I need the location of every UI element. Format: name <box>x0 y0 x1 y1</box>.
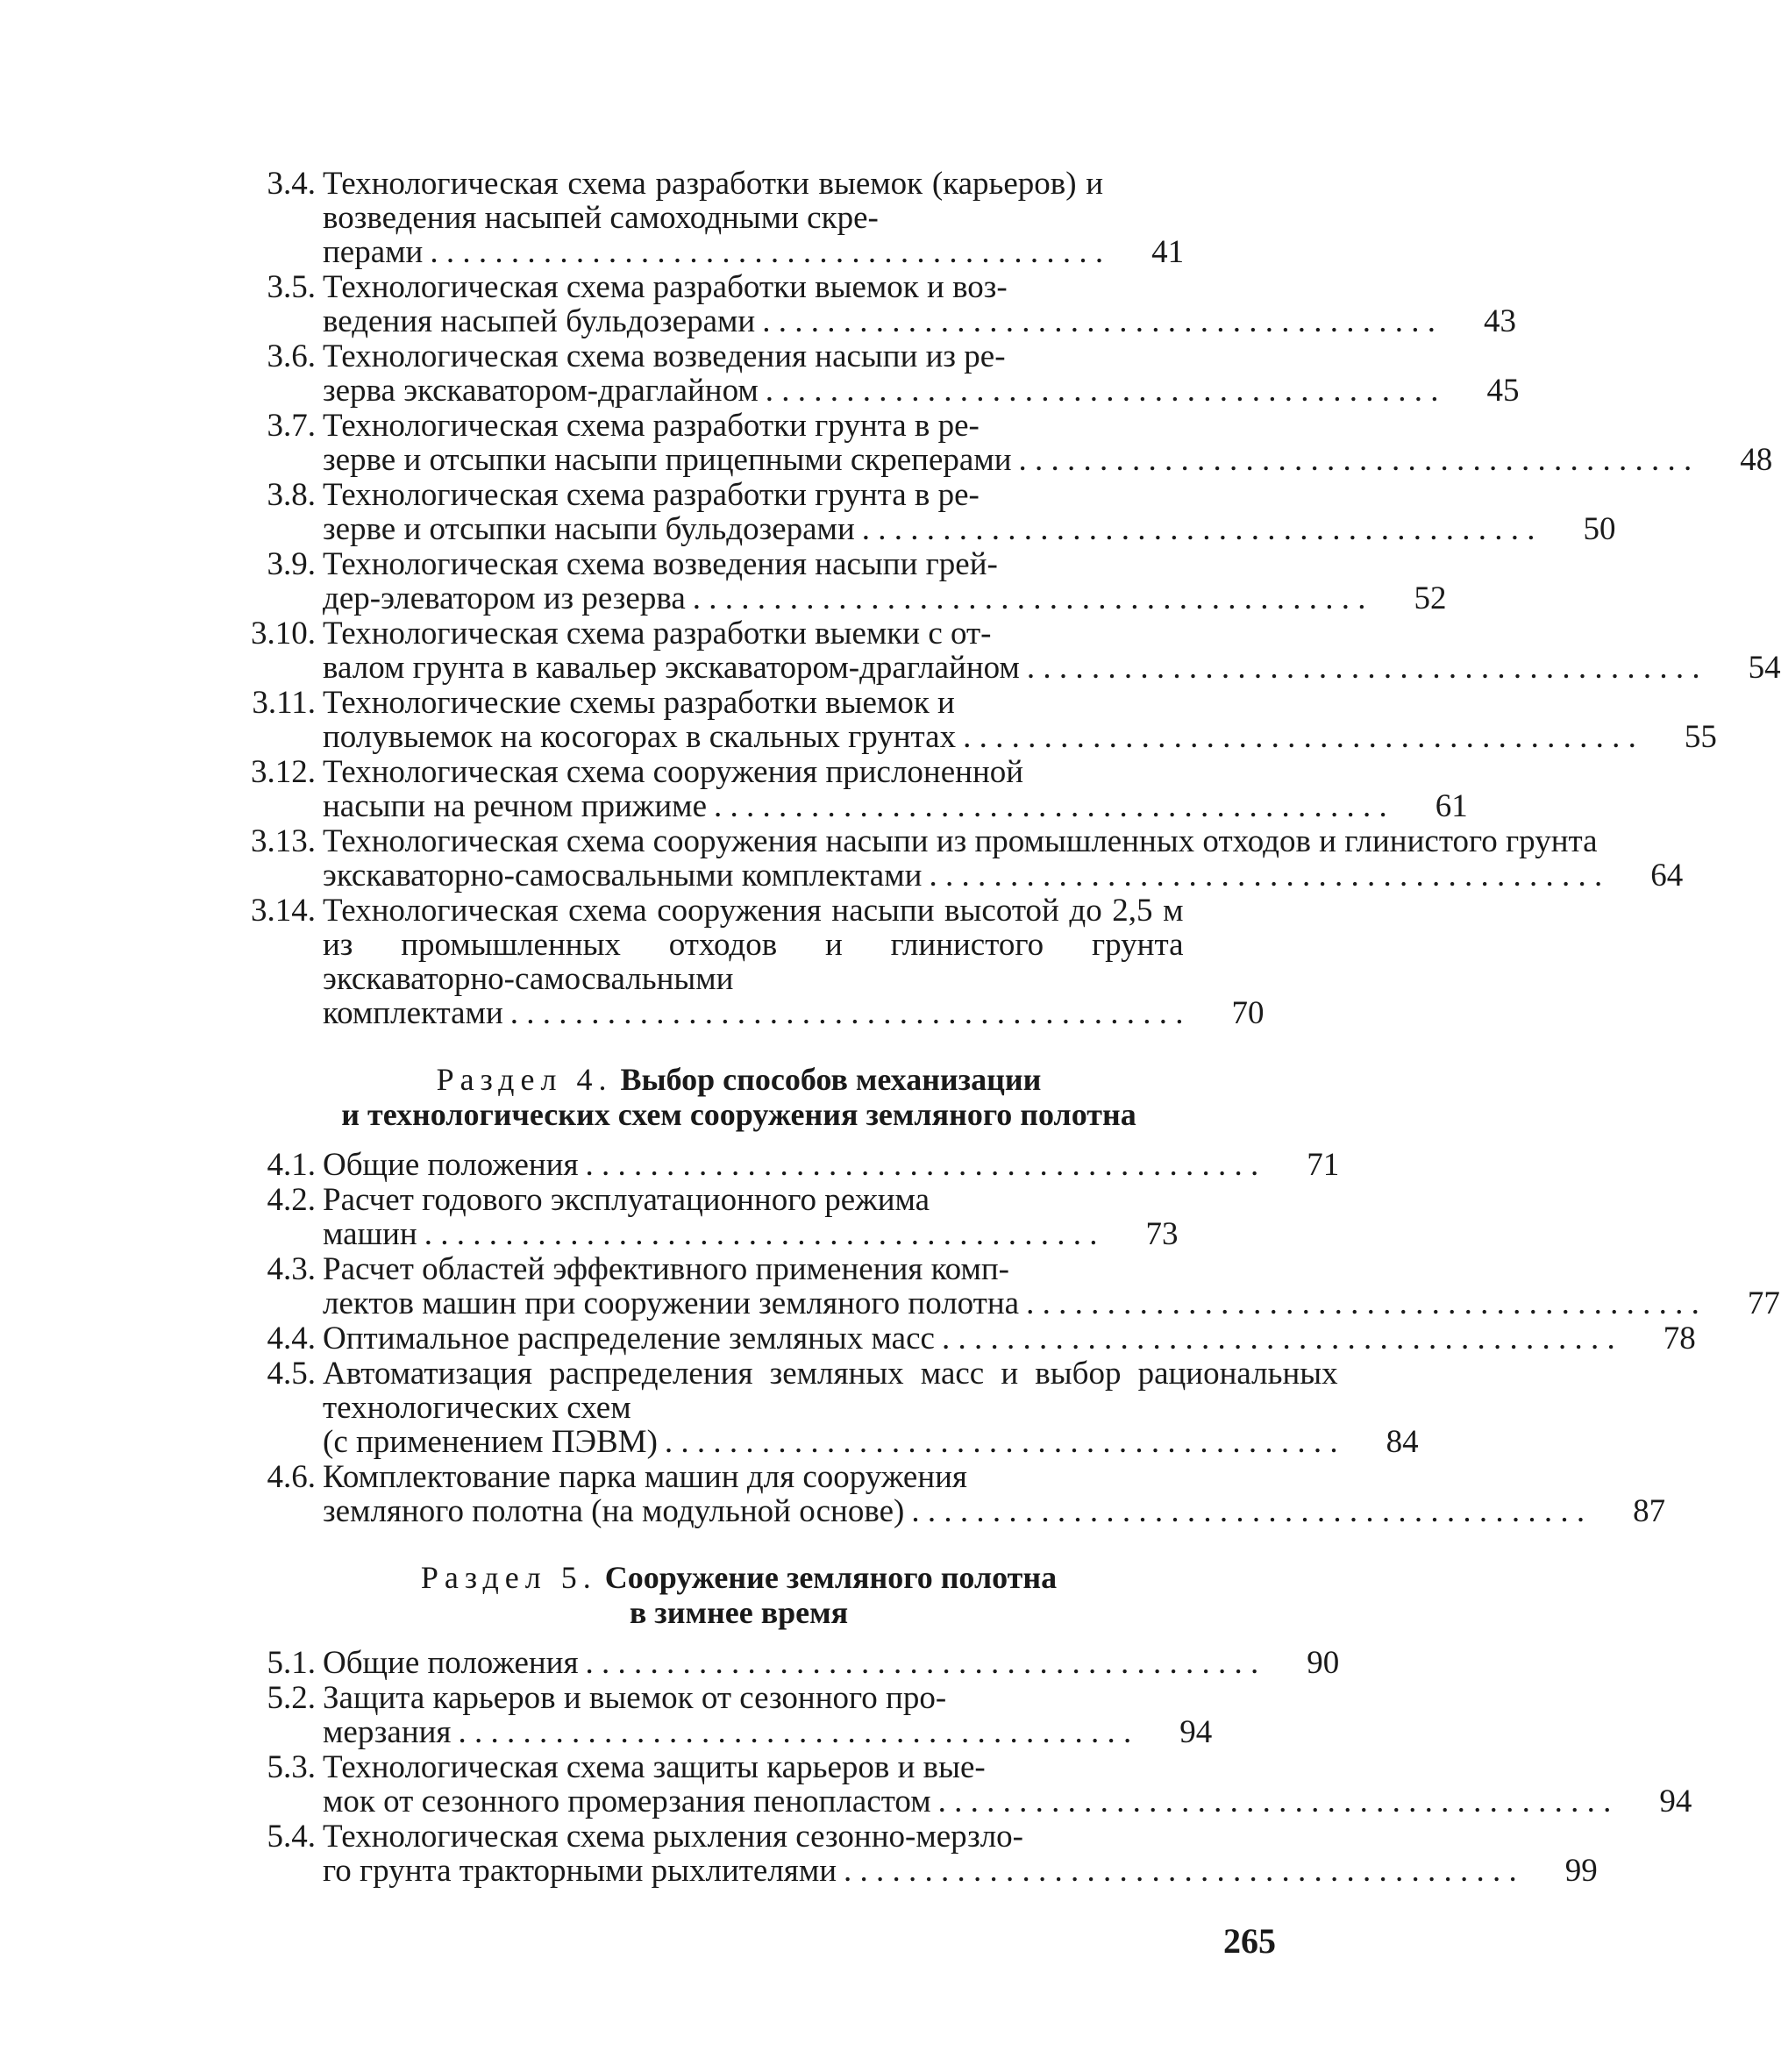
toc-entry-title <box>323 1750 1611 1819</box>
toc-entry-page-number: 55 <box>1684 719 1717 755</box>
toc-entry-number: 4.2. <box>267 1182 316 1218</box>
dot-leader: . . . . . . . . . . . . . . . . . . . . . . . . . . . . . . . . . . . . . . . . . . <box>765 373 1439 409</box>
toc-entry-title <box>323 1646 1258 1680</box>
toc-entry-number: 4.4. <box>267 1321 316 1356</box>
toc-entry-page-number: 73 <box>1145 1216 1179 1252</box>
toc-entry <box>250 685 1717 755</box>
toc-entry-page-number: 45 <box>1486 373 1520 409</box>
dot-leader: . . . . . . . . . . . . . . . . . . . . . . . . . . . . . . . . . . . . . . . . . . <box>861 511 1535 547</box>
toc-entry <box>250 477 1616 547</box>
toc-entry-title-lead: Технологическая схема сооружения насыпи высотой до 2,5 м из промышленных отходов и глинистого грунта экскаваторно-самосвальными <box>323 893 1184 997</box>
toc-entry-title <box>323 1681 1131 1749</box>
toc-entry-title-lead: Автоматизация распределения земляных масс и выбор рациональных технологических схем <box>323 1356 1338 1426</box>
toc-entry-title-end: насыпи на речном прижиме <box>323 788 708 824</box>
toc-entry <box>250 269 1516 339</box>
page-number: 265 <box>1223 1921 1276 1961</box>
toc-entry-title <box>323 1183 1097 1251</box>
dot-leader: . . . . . . . . . . . . . . . . . . . . . . . . . . . . . . . . . . . . . . . . . . <box>585 1645 1259 1681</box>
toc-entry-title-end: зерва экскаватором-драглайном <box>323 373 759 409</box>
toc-entry <box>250 338 1520 409</box>
toc-entry-page-number: 94 <box>1659 1784 1692 1819</box>
dot-leader: . . . . . . . . . . . . . . . . . . . . . . . . . . . . . . . . . . . . . . . . . . <box>585 1147 1259 1183</box>
toc-entry-page-number: 50 <box>1583 511 1616 547</box>
toc-entry-number: 3.4. <box>267 166 316 202</box>
toc-entry-title-end: Общие положения <box>323 1147 579 1183</box>
toc-entry-number: 4.6. <box>267 1459 316 1495</box>
toc-entry-title <box>323 270 1435 338</box>
section-4-label: Раздел 4. <box>436 1062 613 1097</box>
toc-entry <box>250 408 1773 478</box>
toc-entry <box>250 1356 1419 1460</box>
toc-entry-title-last-line <box>323 1715 1131 1749</box>
toc-group-section-5 <box>250 1645 1692 1889</box>
dot-leader: . . . . . . . . . . . . . . . . . . . . . . . . . . . . . . . . . . . . . . . . . . <box>424 1216 1098 1252</box>
toc-entry-number: 3.10. <box>251 616 316 652</box>
dot-leader: . . . . . . . . . . . . . . . . . . . . . . . . . . . . . . . . . . . . . . . . . . <box>430 234 1104 270</box>
toc-entry-title <box>323 1252 1699 1321</box>
toc-entry-title-last-line <box>323 720 1636 754</box>
toc-entry-title-lead: Технологическая схема разработки выемок (карьеров) и возведения насыпей самоходными скре- <box>323 166 1104 236</box>
toc-entry-title <box>323 686 1636 754</box>
toc-entry-page-number: 99 <box>1564 1853 1598 1889</box>
toc-entry-page-number: 41 <box>1151 234 1185 270</box>
toc-entry-title <box>323 167 1103 269</box>
toc-entry-page-number: 71 <box>1307 1147 1340 1183</box>
toc-entry <box>250 1321 1696 1356</box>
section-5-title-line1: Сооружение земляного полотна <box>604 1560 1058 1595</box>
toc-entry-title-last-line <box>323 1321 1615 1356</box>
toc-entry-number: 3.9. <box>267 546 316 582</box>
toc-entry-page-number: 77 <box>1747 1285 1780 1321</box>
toc-entry-title-last-line <box>323 235 1103 269</box>
toc-entry-title-last-line <box>323 789 1387 823</box>
toc-entry-title-end: мерзания <box>323 1714 452 1750</box>
toc-entry-title-lead: Технологическая схема защиты карьеров и вые- <box>323 1749 986 1785</box>
toc-entry-title-end: зерве и отсыпки насыпи прицепными скреперами <box>323 442 1012 478</box>
toc-entry-number: 3.8. <box>267 477 316 513</box>
toc-entry-title-end: перами <box>323 234 424 270</box>
toc-entry-page-number: 90 <box>1307 1645 1340 1681</box>
toc-entry-title-end: (с применением ПЭВМ) <box>323 1424 658 1460</box>
dot-leader: . . . . . . . . . . . . . . . . . . . . . . . . . . . . . . . . . . . . . . . . . . <box>1026 650 1700 686</box>
toc-entry-number: 3.13. <box>251 823 316 859</box>
toc-entry-title-lead: Расчет годового эксплуатационного режима <box>323 1182 930 1218</box>
toc-entry-title-lead: Комплектование парка машин для сооружения <box>323 1459 967 1495</box>
dot-leader: . . . . . . . . . . . . . . . . . . . . . . . . . . . . . . . . . . . . . . . . . . <box>844 1853 1517 1889</box>
dot-leader: . . . . . . . . . . . . . . . . . . . . . . . . . . . . . . . . . . . . . . . . . . <box>762 303 1435 339</box>
toc-entry-title <box>323 616 1700 685</box>
toc-entry-title-end: мок от сезонного промерзания пенопластом <box>323 1784 931 1819</box>
table-of-contents <box>250 166 1781 1889</box>
toc-entry-title-last-line <box>323 1854 1517 1888</box>
toc-entry-title-end: земляного полотна (на модульной основе) <box>323 1493 905 1529</box>
toc-entry-title-end: полувыемок на косогорах в скальных грунтах <box>323 719 957 755</box>
toc-entry <box>250 893 1265 1031</box>
toc-entry-number: 4.1. <box>267 1147 316 1183</box>
toc-entry-page-number: 70 <box>1231 995 1265 1031</box>
toc-entry <box>250 1645 1340 1681</box>
toc-entry-title <box>323 339 1439 408</box>
dot-leader: . . . . . . . . . . . . . . . . . . . . . . . . . . . . . . . . . . . . . . . . . . <box>1026 1285 1699 1321</box>
toc-entry-title <box>323 1148 1258 1182</box>
section-heading-5-line1 <box>303 1560 1175 1595</box>
section-heading-4-line1 <box>303 1062 1175 1097</box>
dot-leader: . . . . . . . . . . . . . . . . . . . . . . . . . . . . . . . . . . . . . . . . . . <box>963 719 1636 755</box>
section-5-label: Раздел 5. <box>420 1560 597 1595</box>
toc-entry-title-lead: Технологическая схема сооружения насыпи из промышленных отходов и глинистого грунта <box>323 823 1598 859</box>
toc-group-section-3 <box>250 166 1781 1031</box>
dot-leader: . . . . . . . . . . . . . . . . . . . . . . . . . . . . . . . . . . . . . . . . . . <box>692 580 1366 616</box>
toc-entry-page-number: 84 <box>1386 1424 1419 1460</box>
toc-entry-number: 3.5. <box>267 269 316 305</box>
toc-entry-title-last-line <box>323 443 1692 477</box>
toc-entry-page-number: 94 <box>1179 1714 1213 1750</box>
toc-entry-title-end: дер-элеватором из резерва <box>323 580 686 616</box>
toc-entry-number: 4.5. <box>267 1356 316 1392</box>
toc-entry <box>250 823 1684 894</box>
toc-entry-title-lead: Технологическая схема рыхления сезонно-мерзло- <box>323 1819 1024 1855</box>
toc-entry-title-lead: Технологическая схема возведения насыпи из ре- <box>323 338 1006 374</box>
toc-entry-title-last-line <box>323 1217 1097 1251</box>
toc-entry-title <box>323 547 1366 616</box>
dot-leader: . . . . . . . . . . . . . . . . . . . . . . . . . . . . . . . . . . . . . . . . . . <box>509 995 1184 1031</box>
toc-entry-title <box>323 478 1535 546</box>
toc-entry-title-lead: Технологические схемы разработки выемок и <box>323 685 955 721</box>
toc-entry-title-lead: Защита карьеров и выемок от сезонного про- <box>323 1680 947 1716</box>
dot-leader: . . . . . . . . . . . . . . . . . . . . . . . . . . . . . . . . . . . . . . . . . . <box>458 1714 1132 1750</box>
toc-entry-title-last-line <box>323 304 1435 338</box>
toc-entry <box>250 1680 1213 1750</box>
toc-entry-title-last-line <box>323 512 1535 546</box>
toc-entry-title-end: Общие положения <box>323 1645 579 1681</box>
toc-entry <box>250 754 1468 824</box>
toc-entry <box>250 546 1447 616</box>
toc-entry-number: 5.4. <box>267 1819 316 1855</box>
section-4-title-line2: и технологических схем сооружения земляного полотна <box>341 1097 1136 1132</box>
toc-entry-title <box>323 1356 1338 1459</box>
toc-entry-page-number: 87 <box>1633 1493 1666 1529</box>
toc-entry-title-end: машин <box>323 1216 417 1252</box>
toc-entry-number: 5.3. <box>267 1749 316 1785</box>
section-heading-4 <box>250 1062 1175 1132</box>
toc-entry-page-number: 54 <box>1748 650 1781 686</box>
section-4-title-line1: Выбор способов механизации <box>620 1062 1042 1097</box>
toc-entry-title-last-line <box>323 1148 1258 1182</box>
toc-entry-title <box>323 755 1387 823</box>
toc-entry-number: 3.12. <box>251 754 316 790</box>
toc-entry-title-lead: Технологическая схема возведения насыпи грей- <box>323 546 998 582</box>
toc-entry-title-lead: Технологическая схема разработки грунта в ре- <box>323 477 980 513</box>
toc-entry-title-end: лектов машин при сооружении земляного полотна <box>323 1285 1020 1321</box>
toc-entry-title-lead: Технологическая схема разработки грунта в ре- <box>323 408 980 444</box>
toc-entry <box>250 1147 1340 1183</box>
toc-entry-title <box>323 409 1692 477</box>
toc-entry-page-number: 61 <box>1435 788 1468 824</box>
toc-entry-title-last-line <box>323 581 1366 616</box>
section-5-title-line2: в зимнее время <box>629 1595 849 1630</box>
toc-entry-title <box>323 1819 1517 1888</box>
dot-leader: . . . . . . . . . . . . . . . . . . . . . . . . . . . . . . . . . . . . . . . . . . <box>937 1784 1612 1819</box>
toc-entry <box>250 1459 1666 1529</box>
toc-entry-title-lead: Технологическая схема сооружения прислоненной <box>323 754 1024 790</box>
dot-leader: . . . . . . . . . . . . . . . . . . . . . . . . . . . . . . . . . . . . . . . . . . <box>911 1493 1585 1529</box>
toc-entry-title-end: экскаваторно-самосвальными комплектами <box>323 858 923 894</box>
toc-entry-title <box>323 894 1184 1030</box>
toc-entry-number: 5.2. <box>267 1680 316 1716</box>
toc-entry-title <box>323 1460 1585 1528</box>
toc-entry-title-end: комплектами <box>323 995 503 1031</box>
toc-entry-page-number: 64 <box>1650 858 1684 894</box>
toc-entry-title-lead: Технологическая схема разработки выемки с от- <box>323 616 992 652</box>
toc-entry-title-last-line <box>323 1425 1338 1459</box>
toc-entry-page-number: 52 <box>1414 580 1447 616</box>
toc-entry-number: 5.1. <box>267 1645 316 1681</box>
toc-entry <box>250 1182 1179 1252</box>
dot-leader: . . . . . . . . . . . . . . . . . . . . . . . . . . . . . . . . . . . . . . . . . . <box>714 788 1387 824</box>
toc-entry-title-last-line <box>323 1784 1611 1819</box>
toc-entry-number: 3.6. <box>267 338 316 374</box>
toc-entry-title-last-line <box>323 651 1700 685</box>
toc-entry-title-last-line <box>323 374 1439 408</box>
toc-entry <box>250 1251 1780 1321</box>
toc-entry-title-end: ведения насыпей бульдозерами <box>323 303 756 339</box>
toc-entry-title-end: зерве и отсыпки насыпи бульдозерами <box>323 511 855 547</box>
toc-group-section-4 <box>250 1147 1780 1529</box>
dot-leader: . . . . . . . . . . . . . . . . . . . . . . . . . . . . . . . . . . . . . . . . . . <box>1018 442 1692 478</box>
toc-entry-title-end: го грунта тракторными рыхлителями <box>323 1853 837 1889</box>
toc-entry-title-last-line <box>323 858 1602 893</box>
toc-entry-title-end: валом грунта в кавальер экскаватором-драглайном <box>323 650 1020 686</box>
dot-leader: . . . . . . . . . . . . . . . . . . . . . . . . . . . . . . . . . . . . . . . . . . <box>941 1321 1615 1356</box>
toc-entry <box>250 1749 1692 1819</box>
section-heading-5 <box>250 1560 1175 1630</box>
toc-entry-title-lead: Технологическая схема разработки выемок и воз- <box>323 269 1008 305</box>
toc-entry <box>250 166 1185 270</box>
toc-entry-page-number: 48 <box>1740 442 1773 478</box>
toc-entry-page-number: 78 <box>1663 1321 1696 1356</box>
toc-entry-title <box>323 824 1602 893</box>
toc-entry-title-last-line <box>323 1646 1258 1680</box>
toc-entry-title-last-line <box>323 1286 1699 1321</box>
dot-leader: . . . . . . . . . . . . . . . . . . . . . . . . . . . . . . . . . . . . . . . . . . <box>929 858 1603 894</box>
toc-entry-number: 3.14. <box>251 893 316 929</box>
toc-entry <box>250 616 1781 686</box>
toc-entry-title-end: Оптимальное распределение земляных масс <box>323 1321 935 1356</box>
toc-entry-title-lead: Расчет областей эффективного применения комп- <box>323 1251 1009 1287</box>
toc-entry-title <box>323 1321 1615 1356</box>
toc-entry-number: 4.3. <box>267 1251 316 1287</box>
toc-entry <box>250 1819 1598 1889</box>
toc-entry-page-number: 43 <box>1483 303 1516 339</box>
toc-entry-title-last-line <box>323 1494 1585 1528</box>
toc-entry-number: 3.7. <box>267 408 316 444</box>
toc-entry-title-last-line <box>323 996 1184 1030</box>
toc-entry-number: 3.11. <box>252 685 316 721</box>
dot-leader: . . . . . . . . . . . . . . . . . . . . . . . . . . . . . . . . . . . . . . . . . . <box>664 1424 1338 1460</box>
